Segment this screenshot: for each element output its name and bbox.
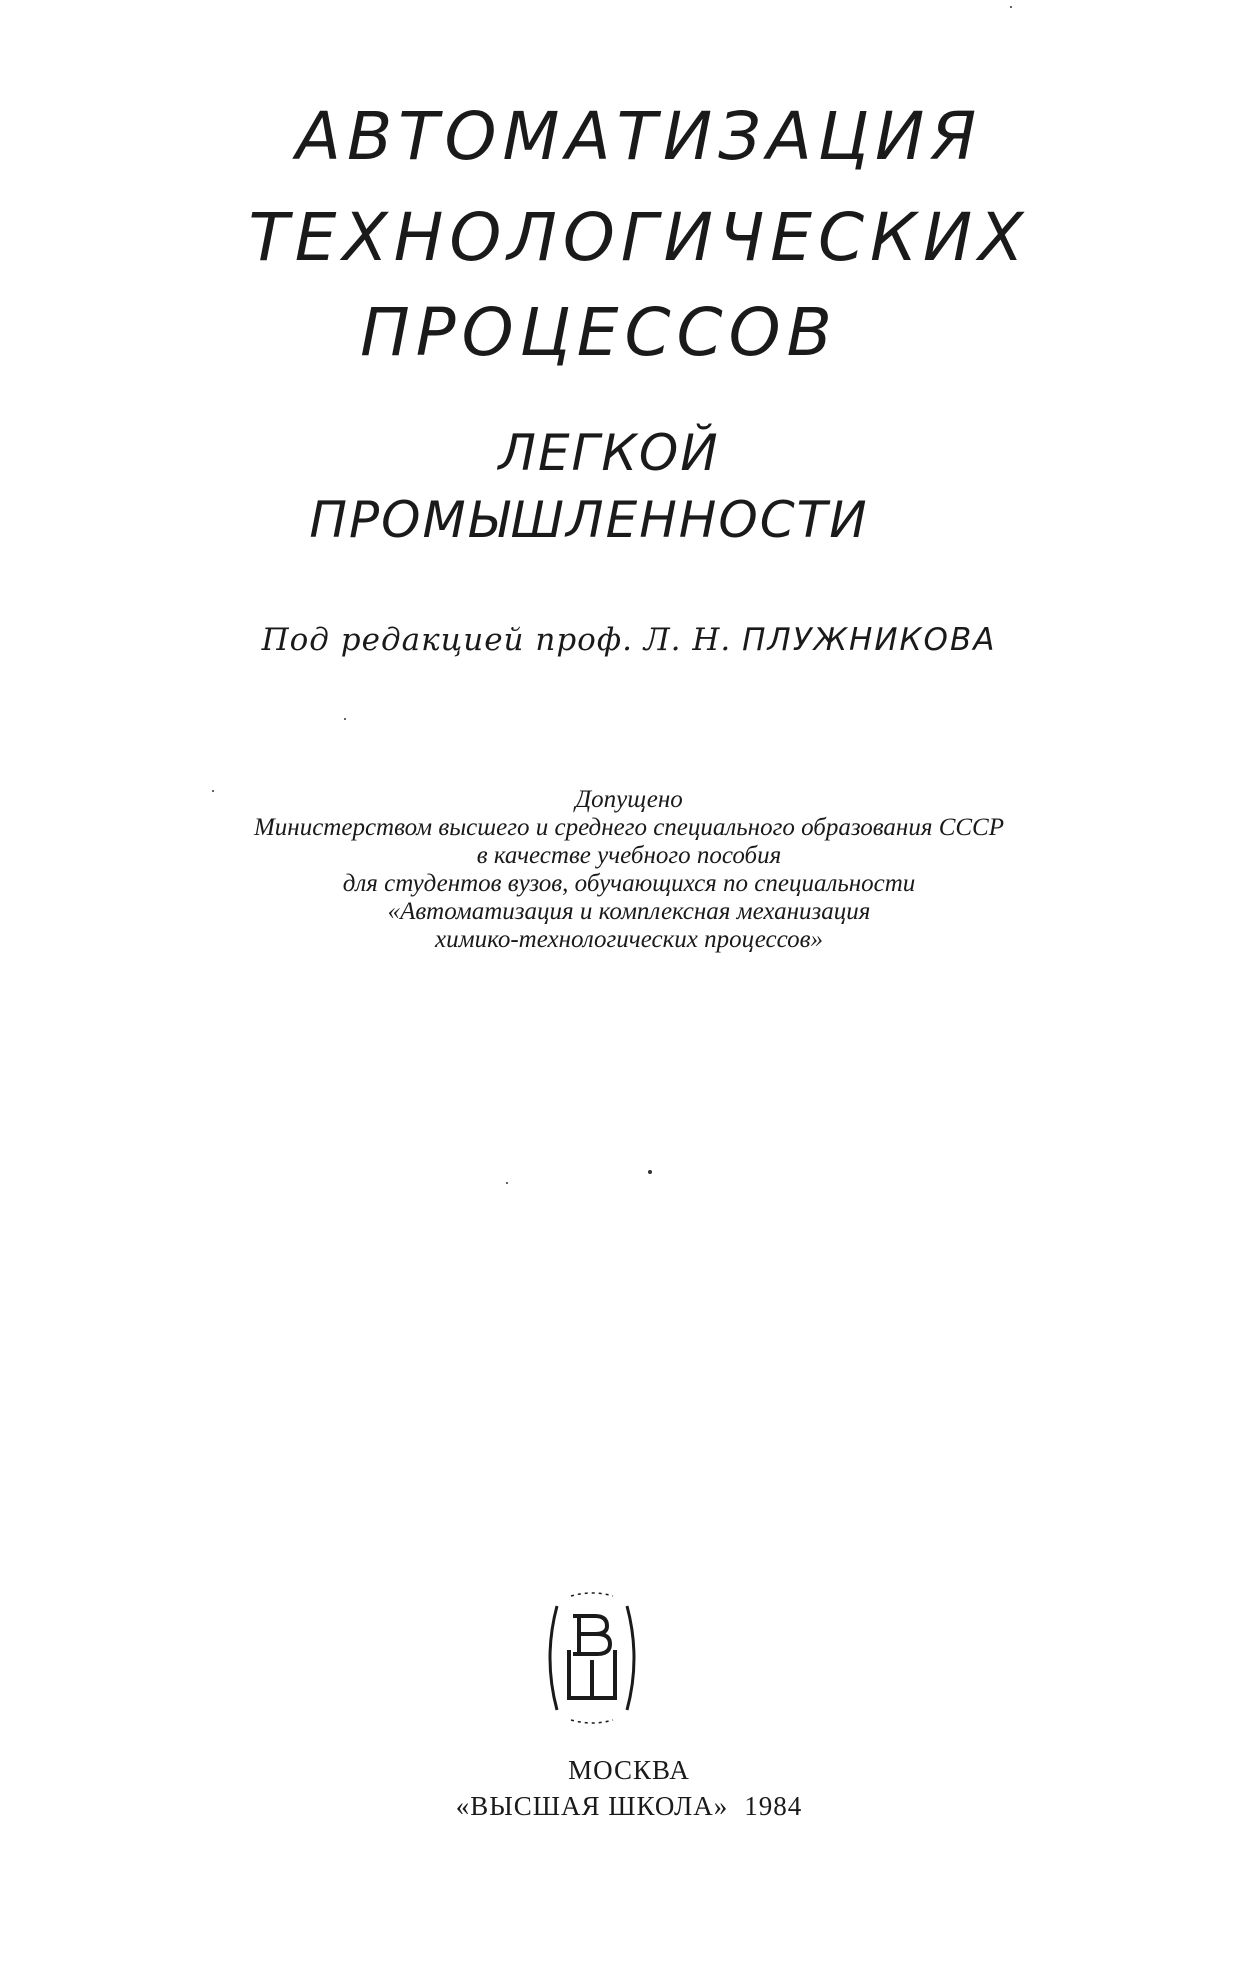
book-title-line-1: АВТОМАТИЗАЦИЯ (295, 98, 983, 175)
approval-line-5: «Автоматизация и комплексная механизация (387, 898, 871, 925)
publisher-imprint (0, 1752, 1258, 1824)
scan-speck (648, 1170, 652, 1174)
logo-letter-v (573, 1616, 610, 1654)
logo-bottom-arc (571, 1720, 613, 1723)
publisher-name: «ВЫСШАЯ ШКОЛА» (455, 1791, 729, 1821)
publication-year: 1984 (744, 1791, 803, 1821)
approval-line-4: для студентов вузов, обучающихся по специальности (342, 870, 916, 897)
approval-line-3: в качестве учебного пособия (476, 842, 782, 869)
publisher-line (0, 1788, 1258, 1824)
approval-statement (0, 786, 1258, 954)
publisher-city: МОСКВА (568, 1755, 690, 1785)
scan-speck (1010, 6, 1012, 8)
editor-prefix: Под редакцией проф. Л. Н. (261, 622, 732, 658)
approval-line-6: химико-технологических процессов» (435, 926, 823, 953)
logo-right-bracket (627, 1606, 634, 1710)
editor-name: ПЛУЖНИКОВА (742, 622, 997, 658)
scan-speck (506, 1182, 508, 1184)
book-subtitle-line-2: ПРОМЫШЛЕННОСТИ (309, 491, 869, 549)
scan-speck (212, 790, 214, 792)
logo-left-bracket (550, 1606, 557, 1710)
logo-top-arc (571, 1593, 613, 1596)
publisher-logo (537, 1588, 647, 1728)
scan-speck (344, 718, 346, 720)
book-title-line-3: ПРОЦЕССОВ (360, 294, 838, 371)
book-subtitle-line-1: ЛЕГКОЙ (498, 424, 720, 482)
book-title-line-2: ТЕХНОЛОГИЧЕСКИХ (248, 199, 1030, 276)
editor-credit (0, 622, 1258, 658)
approval-line-1: Допущено (575, 786, 683, 813)
approval-line-2: Министерством высшего и среднего специального образования СССР (253, 814, 1004, 841)
logo-letter-sh (567, 1650, 617, 1698)
